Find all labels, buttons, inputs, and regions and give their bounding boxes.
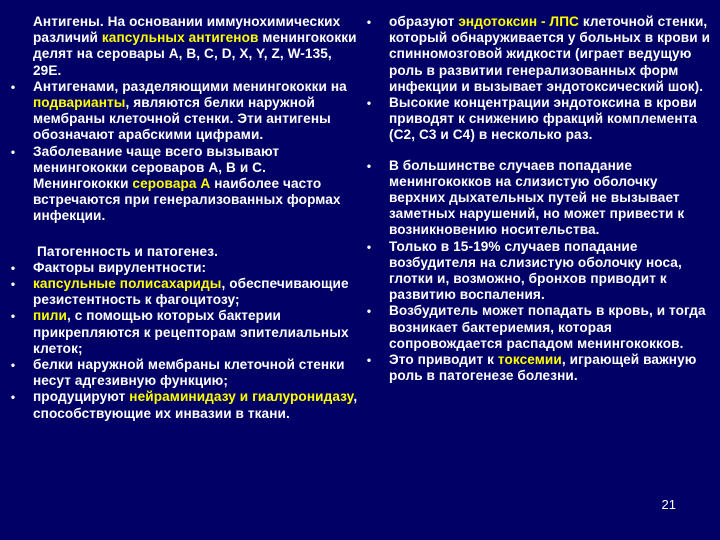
endotoxin-text-1: образуют bbox=[389, 14, 459, 29]
pathogenesis-heading-text: Патогенность и патогенез. bbox=[37, 243, 218, 259]
capsule-highlight: капсульные полисахариды bbox=[33, 276, 222, 292]
bullet-dot-icon: • bbox=[366, 239, 372, 254]
disease-text-1: Заболевание чаще всего вызывают менингококки сероваров A, B и C. Менингококки bbox=[33, 143, 280, 192]
enzyme-text-1: продуцируют bbox=[33, 389, 130, 405]
toxemia-text-2: , играющей важную роль в патогенезе болезни. bbox=[389, 352, 697, 384]
page-number: 21 bbox=[661, 497, 676, 512]
virulence-factors-text: Факторы вирулентности: bbox=[33, 259, 207, 275]
bullet-dot-icon: • bbox=[366, 158, 372, 173]
pathogenesis-heading bbox=[6, 244, 358, 260]
bullet-dot-icon: • bbox=[10, 260, 16, 275]
bullet-dot-icon: • bbox=[10, 277, 16, 292]
capsule-item bbox=[6, 276, 358, 308]
serovar-a-highlight: серовара А bbox=[132, 176, 211, 192]
left-column bbox=[6, 14, 358, 422]
toxemia-highlight: токсемии bbox=[497, 352, 562, 368]
enzyme-text-2: , способствующие их инвазии в ткани. bbox=[33, 389, 358, 421]
disease-item bbox=[6, 144, 358, 225]
endotoxin-text-2: клеточной стенки, который обнаруживается у больных в крови и спинномозговой жидкости (играет ведущую роль в развитии генерализованных форм инфекции и вызывает эндотоксический шок). bbox=[389, 14, 711, 94]
capsular-antigens-highlight: капсульных антигенов bbox=[101, 30, 259, 46]
pili-highlight: пили bbox=[33, 308, 67, 324]
subvariants-item bbox=[6, 79, 358, 144]
bullet-dot-icon: • bbox=[10, 358, 16, 373]
inflammation-item bbox=[362, 239, 714, 304]
membrane-item bbox=[6, 357, 358, 389]
antigens-paragraph bbox=[6, 14, 358, 79]
bullet-dot-icon: • bbox=[366, 96, 372, 111]
enzyme-item bbox=[6, 389, 358, 421]
enzymes-highlight: нейраминидазу и гиалуронидазу bbox=[129, 389, 354, 405]
subvariants-text-1: Антигенами, разделяющими менингококки на bbox=[33, 78, 347, 94]
bullet-dot-icon: • bbox=[10, 79, 16, 94]
bacteremia-text: Возбудитель может попадать в кровь, и тогда возникает бактериемия, которая сопровождается распадом менингококков. bbox=[389, 303, 706, 351]
subvariants-highlight: подварианты bbox=[33, 95, 126, 111]
bacteremia-item bbox=[362, 303, 714, 352]
bullet-dot-icon: • bbox=[366, 304, 372, 319]
pili-item bbox=[6, 308, 358, 357]
mucosa-item bbox=[362, 158, 714, 239]
membrane-text: белки наружной мембраны клеточной стенки несут адгезивную функцию; bbox=[33, 357, 345, 389]
disease-text-2: наиболее часто встречаются при генерализованных формах инфекции. bbox=[33, 176, 341, 224]
subvariants-text-2: , являются белки наружной мембраны клеточной стенки. Эти антигены обозначают арабскими цифрами. bbox=[33, 95, 331, 143]
mucosa-text: В большинстве случаев попадание менингококков на слизистую оболочку верхних дыхательных путей не вызывает заметных нарушений, но может привести к возникновению носительства. bbox=[389, 157, 685, 238]
bullet-dot-icon: • bbox=[366, 15, 372, 29]
bullet-dot-icon: • bbox=[10, 144, 16, 159]
endotoxin-highlight: эндотоксин - ЛПС bbox=[458, 14, 579, 29]
pili-text: , с помощью которых бактерии прикрепляются к рецепторам эпителиальных клеток; bbox=[33, 308, 349, 356]
bullet-dot-icon: • bbox=[366, 353, 372, 368]
toxemia-item bbox=[362, 352, 714, 384]
endotoxin-item bbox=[362, 14, 714, 95]
concentration-item bbox=[362, 95, 714, 144]
capsule-text: , обеспечивающие резистентность к фагоцитозу; bbox=[33, 276, 349, 308]
bullet-dot-icon: • bbox=[10, 309, 16, 324]
antigens-text-1: Антигены. На основании иммунохимических различий bbox=[33, 14, 341, 46]
right-column bbox=[362, 14, 714, 384]
virulence-factors-item bbox=[6, 260, 358, 276]
concentration-text: Высокие концентрации эндотоксина в крови приводят к снижению фракций комплемента (С2, С3 и С4) в несколько раз. bbox=[389, 95, 698, 143]
inflammation-text: Только в 15-19% случаев попадание возбудителя на слизистую оболочку носа, глотки и, возможно, бронхов приводит к развитию воспаления. bbox=[389, 238, 682, 303]
antigens-text-2: менингококки делят на серовары A, B, C, D, X, Y, Z, W-135, 29E. bbox=[33, 30, 357, 78]
toxemia-text-1: Это приводит к bbox=[389, 352, 498, 368]
bullet-dot-icon: • bbox=[10, 390, 16, 405]
